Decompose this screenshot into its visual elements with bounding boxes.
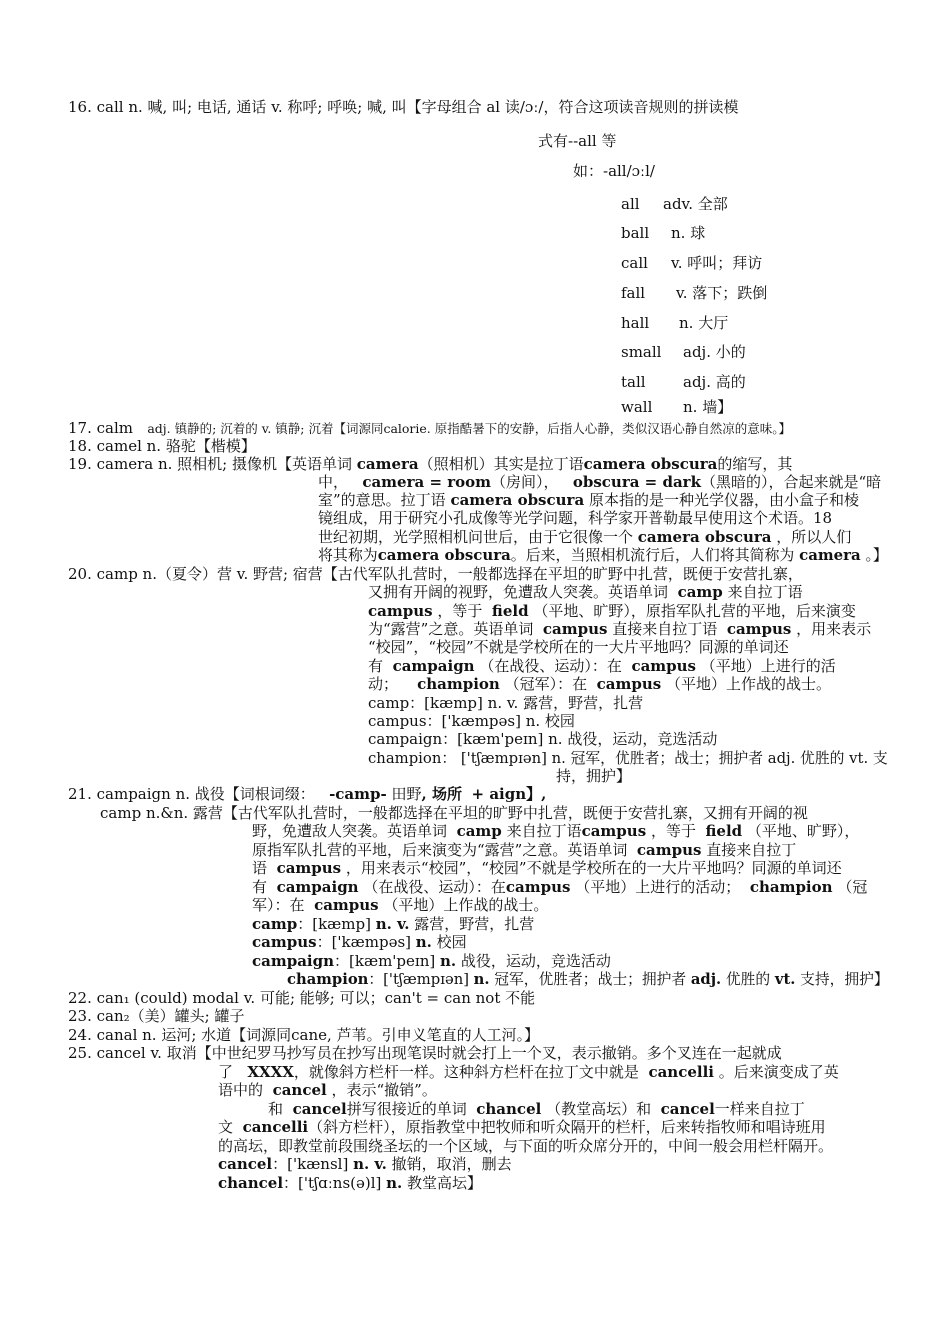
entry-20-line-3: campus ，等于 field （平地、旷野），原指军队扎营的平地，后来演变 xyxy=(368,602,856,620)
entry-21-line-3: 野，免遭敌人突袭。英语单词 camp 来自拉丁语campus ，等于 field （平地、旷野）， xyxy=(252,822,860,840)
entry-16-line-1: 16. call n. 喊, 叫; 电话, 通话 v. 称呼; 呼唤; 喊, 叫【字母组合 al 读/ɔː/，符合这项读音规则的拼读模 xyxy=(68,98,739,116)
word-item: hall n. 大厅 xyxy=(621,314,729,332)
entry-21-line-10: campaign：[kæm'peɪn] n. 战役，运动，竞选活动 xyxy=(252,952,611,970)
entry-25-line-5: 文 cancelli（斜方栏杆），原指教堂中把牧师和听众隔开的栏杆，后来转指牧师和唱诗班用 xyxy=(218,1118,826,1136)
entry-21-line-6: 有 campaign （在战役、运动）：在campus （平地）上进行的活动； champion （冠 xyxy=(252,878,868,896)
entry-25-line-2: 了 XXXX，就像斜方栏杆一样。这种斜方栏杆在拉丁文中就是 cancelli 。后来演变成了英 xyxy=(218,1063,839,1081)
entry-21-line-5: 语 campus ，用来表示“校园”，“校园”不就是学校所在的一大片平地吗？同源的单词还 xyxy=(252,859,842,877)
word-item: call v. 呼叫；拜访 xyxy=(621,254,763,272)
entry-19-line-4: 镜组成，用于研究小孔成像等光学问题，科学家开普勒最早使用这个术语。18 xyxy=(318,509,833,527)
entry-18: 18. camel n. 骆驼【楷模】 xyxy=(68,437,256,455)
entry-20-line-11: champion： ['tʃæmpɪən] n. 冠军，优胜者；战士；拥护者 adj. 优胜的 vt. 支 xyxy=(368,749,888,767)
entry-24: 24. canal n. 运河; 水道【词源同cane, 芦苇。引申义笔直的人工河。】 xyxy=(68,1026,540,1044)
entry-20-head: 20. camp n.（夏令）营 v. 野营; 宿营【古代军队扎营时，一般都选择在平坦的旷野中扎营，既便于安营扎寨， xyxy=(68,565,803,583)
entry-20-line-9: campus：['kæmpəs] n. 校园 xyxy=(368,712,575,730)
entry-20-line-5: “校园”，“校园”不就是学校所在的一大片平地吗？同源的单词还 xyxy=(368,638,789,656)
entry-25-line-7: cancel：['kænsl] n. v. 撤销，取消，删去 xyxy=(218,1155,512,1173)
word-item: fall v. 落下；跌倒 xyxy=(621,284,768,302)
entry-21-head: 21. campaign n. 战役【词根词缀： -camp- 田野, 场所 + aign】, xyxy=(68,785,547,803)
entry-19-line-2: 中， camera = room（房间）， obscura = dark（黑暗的），合起来就是“暗 xyxy=(318,473,882,491)
entry-21-line-9: campus：['kæmpəs] n. 校园 xyxy=(252,933,467,951)
entry-25-head: 25. cancel v. 取消【中世纪罗马抄写员在抄写出现笔误时就会打上一个叉，表示撤销。多个叉连在一起就成 xyxy=(68,1044,782,1062)
entry-21-line-4: 原指军队扎营的平地，后来演变为“露营”之意。英语单词 campus 直接来自拉丁 xyxy=(252,841,797,859)
word-item: all adv. 全部 xyxy=(621,195,728,213)
entry-19-line-5: 世纪初期，光学照相机问世后，由于它很像一个 camera obscura ，所以人们 xyxy=(318,528,852,546)
entry-25-line-3: 语中的 cancel ，表示“撤销”。 xyxy=(218,1081,437,1099)
entry-21-line-2: camp n.&n. 露营【古代军队扎营时，一般都选择在平坦的旷野中扎营，既便于安营扎寨，又拥有开阔的视 xyxy=(100,804,808,822)
entry-21-line-7: 军）：在 campus （平地）上作战的战士。 xyxy=(252,896,549,914)
entry-20-line-6: 有 campaign （在战役、运动）：在 campus （平地）上进行的活 xyxy=(368,657,836,675)
entry-25-line-4: 和 cancel拼写很接近的单词 chancel （教堂高坛）和 cancel一样来自拉丁 xyxy=(268,1100,805,1118)
entry-19-line-3: 室”的意思。拉丁语 camera obscura 原本指的是一种光学仪器，由小盒子和棱 xyxy=(318,491,859,509)
word-item: wall n. 墙】 xyxy=(621,398,733,416)
word-item: tall adj. 高的 xyxy=(621,373,746,391)
entry-16-line-2: 式有--all 等 xyxy=(538,132,617,150)
entry-20-line-7: 动； champion （冠军）：在 campus （平地）上作战的战士。 xyxy=(368,675,832,693)
entry-20-line-8: camp：[kæmp] n. v. 露营，野营，扎营 xyxy=(368,694,644,712)
entry-25-line-6: 的高坛，即教堂前段围绕圣坛的一个区域，与下面的听众席分开的，中间一般会用栏杆隔开。 xyxy=(218,1137,834,1155)
entry-16-line-3: 如：-all/ɔːl/ xyxy=(573,162,655,180)
word-item: ball n. 球 xyxy=(621,224,706,242)
entry-22: 22. can₁ (could) modal v. 可能; 能够; 可以；can't = can not 不能 xyxy=(68,989,536,1007)
entry-19-head: 19. camera n. 照相机; 摄像机【英语单词 camera（照相机）其实是拉丁语camera obscura的缩写，其 xyxy=(68,455,793,473)
entry-21-line-11: champion：['tʃæmpɪən] n. 冠军，优胜者；战士；拥护者 adj. 优胜的 vt. 支持，拥护】 xyxy=(287,970,889,988)
entry-21-line-8: camp：[kæmp] n. v. 露营，野营，扎营 xyxy=(252,915,535,933)
entry-19-line-6: 将其称为camera obscura。后来，当照相机流行后，人们将其简称为 camera 。】 xyxy=(318,546,888,564)
entry-25-line-8: chancel：['tʃɑːns(ə)l] n. 教堂高坛】 xyxy=(218,1174,483,1192)
entry-20-line-10: campaign：[kæm'peɪn] n. 战役，运动，竞选活动 xyxy=(368,730,718,748)
entry-23: 23. can₂（美）罐头; 罐子 xyxy=(68,1007,245,1025)
entry-20-line-2: 又拥有开阔的视野，免遭敌人突袭。英语单词 camp 来自拉丁语 xyxy=(368,583,803,601)
entry-17: 17. calm adj. 镇静的; 沉着的 v. 镇静; 沉着【词源同calorie. 原指酷暑下的安静，后指人心静，类似汉语心静自然凉的意味。】 xyxy=(68,419,792,437)
entry-20-line-12: 持，拥护】 xyxy=(556,767,632,785)
entry-20-line-4: 为“露营”之意。英语单词 campus 直接来自拉丁语 campus ，用来表示 xyxy=(368,620,872,638)
word-item: small adj. 小的 xyxy=(621,343,746,361)
